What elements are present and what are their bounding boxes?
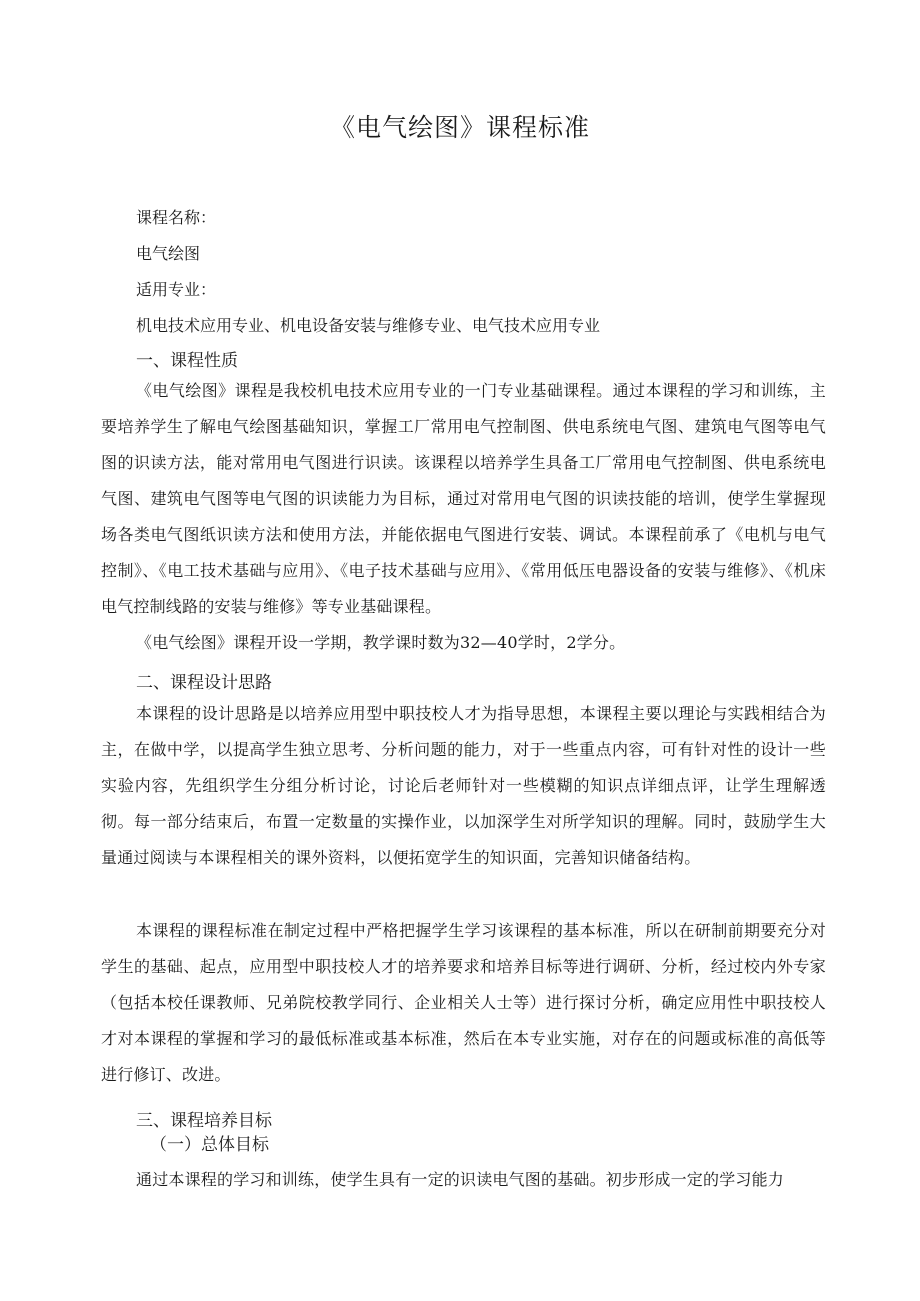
section-heading-nature: 一、课程性质: [136, 351, 238, 371]
major-label: 适用专业：: [136, 280, 217, 299]
subsection-heading-overall-goal: （一）总体目标: [150, 1135, 269, 1155]
goals-paragraph-1: 通过本课程的学习和训练，使学生具有一定的识读电气图的基础。初步形成一定的学习能力: [136, 1170, 785, 1189]
nature-paragraph-2: 《电气绘图》课程开设一学期，教学课时数为32—40学时，2学分。: [136, 633, 626, 652]
course-name-value: 电气绘图: [136, 244, 201, 263]
major-value: 机电技术应用专业、机电设备安装与维修专业、电气技术应用专业: [136, 316, 601, 335]
section-heading-design: 二、课程设计思路: [136, 673, 272, 693]
design-paragraph-2: 本课程的课程标准在制定过程中严格把握学生学习该课程的基本标准，所以在研制前期要充分对学生的基础、起点，应用型中职技校人才的培养要求和培养目标等进行调研、分析，经过校内外专家（包括本校任课教师、兄弟院校教学同行、企业相关人士等）进行探讨分析，确定应用性中职技校人才对本课程的掌握和学习的最低标准或基本标准，然后在本专业实施，对存在的问题或标准的高低等进行修订、改进。: [101, 921, 826, 1084]
design-paragraph-1: 本课程的设计思路是以培养应用型中职技校人才为指导思想，本课程主要以理论与实践相结合为主，在做中学，以提高学生独立思考、分析问题的能力，对于一些重点内容，可有针对性的设计一些实验内容，先组织学生分组分析讨论，讨论后老师针对一些模糊的知识点详细点评，让学生理解透彻。每一部分结束后，布置一定数量的实操作业，以加深学生对所学知识的理解。同时，鼓励学生大量通过阅读与本课程相关的课外资料，以便拓宽学生的知识面，完善知识储备结构。: [101, 704, 826, 867]
nature-paragraph-1: 《电气绘图》课程是我校机电技术应用专业的一门专业基础课程。通过本课程的学习和训练，主要培养学生了解电气绘图基础知识，掌握工厂常用电气控制图、供电系统电气图、建筑电气图等电气图的识读方法，能对常用电气图进行识读。该课程以培养学生具备工厂常用电气控制图、供电系统电气图、建筑电气图等电气图的识读能力为目标，通过对常用电气图的识读技能的培训，使学生掌握现场各类电气图纸识读方法和使用方法，并能依据电气图进行安装、调试。本课程前承了《电机与电气控制》、《电工技术基础与应用》、《电子技术基础与应用》、《常用低压电器设备的安装与维修》、《机床电气控制线路的安装与维修》等专业基础课程。: [101, 381, 826, 616]
section-heading-goals: 三、课程培养目标: [136, 1111, 272, 1131]
document-title: 《电气绘图》课程标准: [329, 113, 590, 142]
course-name-label: 课程名称：: [136, 208, 217, 227]
